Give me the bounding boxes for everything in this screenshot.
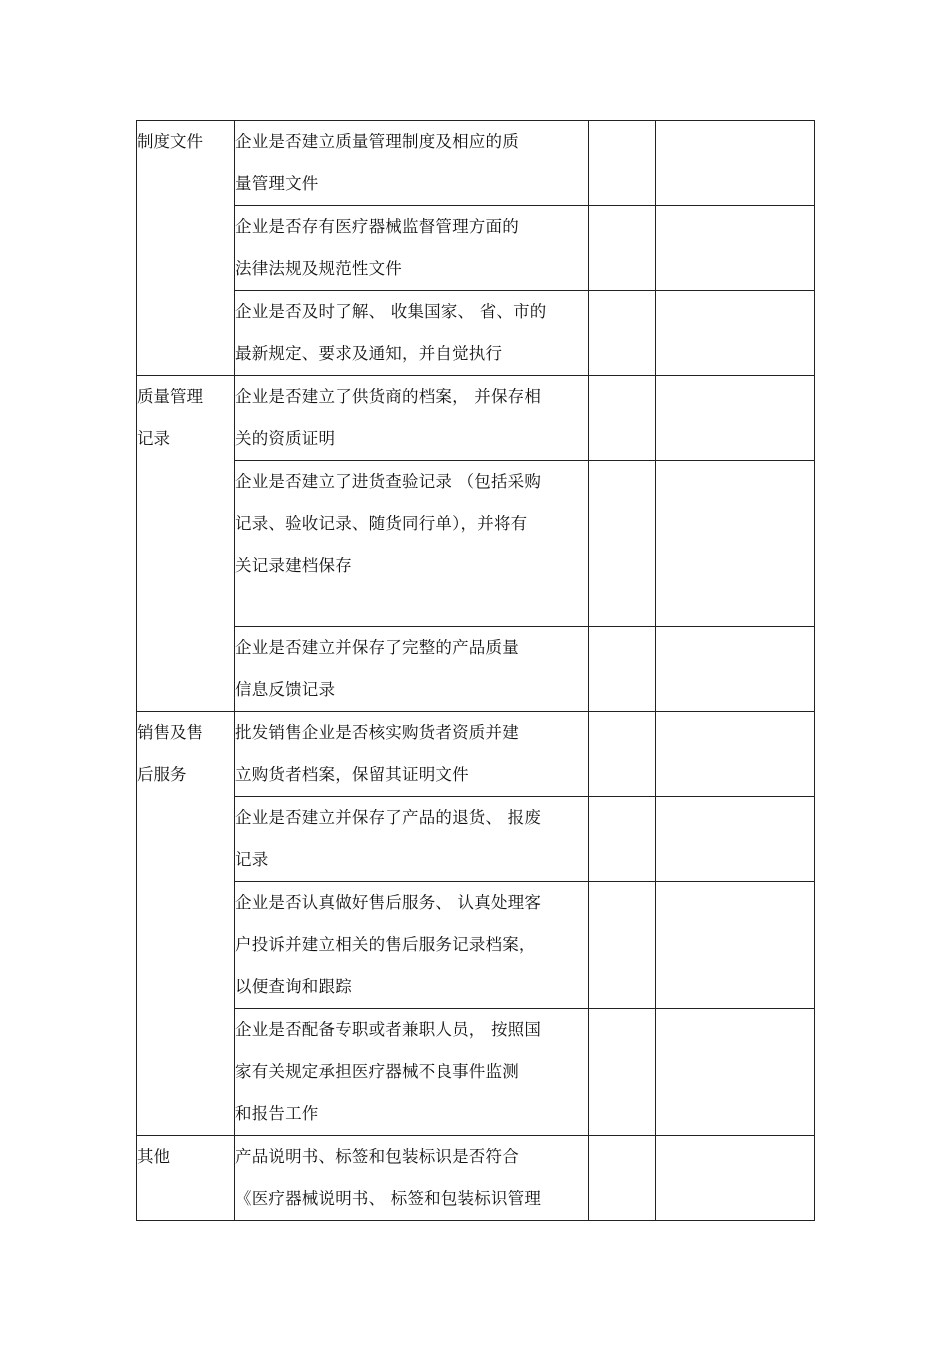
remark-cell[interactable] bbox=[656, 291, 815, 376]
category-label: 质量管理 bbox=[137, 387, 203, 406]
check-item-text: 关的资质证明 bbox=[235, 429, 336, 448]
check-item-text: 最新规定、要求及通知，并自觉执行 bbox=[235, 344, 503, 363]
remark-cell[interactable] bbox=[656, 1136, 815, 1221]
check-item-text: 企业是否建立并保存了完整的产品质量 bbox=[235, 638, 519, 657]
result-cell[interactable] bbox=[589, 627, 656, 712]
table-row bbox=[137, 291, 815, 376]
check-item-cell bbox=[235, 627, 589, 712]
table-row bbox=[137, 121, 815, 206]
result-cell[interactable] bbox=[589, 1009, 656, 1136]
check-item-text: 立购货者档案，保留其证明文件 bbox=[235, 765, 469, 784]
check-item-text: 企业是否及时了解、 收集国家、 省、市的 bbox=[235, 302, 547, 321]
inspection-table bbox=[136, 120, 815, 1221]
table-row bbox=[137, 376, 815, 461]
check-item-cell bbox=[235, 461, 589, 627]
table-row bbox=[137, 1136, 815, 1221]
check-item-cell bbox=[235, 291, 589, 376]
check-item-cell bbox=[235, 797, 589, 882]
result-cell[interactable] bbox=[589, 461, 656, 627]
check-item-cell bbox=[235, 376, 589, 461]
category-label: 其他 bbox=[137, 1147, 170, 1166]
check-item-text: 和报告工作 bbox=[235, 1104, 319, 1123]
check-item-text: 信息反馈记录 bbox=[235, 680, 336, 699]
category-cell bbox=[137, 121, 235, 376]
check-item-text: 企业是否认真做好售后服务、 认真处理客 bbox=[235, 893, 542, 912]
result-cell[interactable] bbox=[589, 712, 656, 797]
check-item-cell bbox=[235, 1136, 589, 1221]
result-cell[interactable] bbox=[589, 1136, 656, 1221]
check-item-text: 产品说明书、标签和包装标识是否符合 bbox=[235, 1147, 519, 1166]
check-item-text: 记录、验收记录、随货同行单），并将有 bbox=[235, 514, 528, 533]
remark-cell[interactable] bbox=[656, 121, 815, 206]
check-item-cell bbox=[235, 712, 589, 797]
remark-cell[interactable] bbox=[656, 627, 815, 712]
category-cell bbox=[137, 1136, 235, 1221]
check-item-text: 量管理文件 bbox=[235, 174, 319, 193]
check-item-cell bbox=[235, 206, 589, 291]
result-cell[interactable] bbox=[589, 882, 656, 1009]
category-label: 制度文件 bbox=[137, 132, 203, 151]
check-item-text: 批发销售企业是否核实购货者资质并建 bbox=[235, 723, 519, 742]
table-row bbox=[137, 461, 815, 627]
category-label: 后服务 bbox=[137, 765, 187, 784]
remark-cell[interactable] bbox=[656, 712, 815, 797]
check-item-text: 企业是否建立并保存了产品的退货、 报废 bbox=[235, 808, 542, 827]
check-item-text: 企业是否建立了进货查验记录 （包括采购 bbox=[235, 472, 542, 491]
remark-cell[interactable] bbox=[656, 461, 815, 627]
check-item-text: 关记录建档保存 bbox=[235, 556, 352, 575]
check-item-cell bbox=[235, 882, 589, 1009]
result-cell[interactable] bbox=[589, 376, 656, 461]
result-cell[interactable] bbox=[589, 797, 656, 882]
remark-cell[interactable] bbox=[656, 882, 815, 1009]
category-cell bbox=[137, 712, 235, 1136]
table-row bbox=[137, 797, 815, 882]
table-row bbox=[137, 882, 815, 1009]
check-item-text: 以便查询和跟踪 bbox=[235, 977, 352, 996]
check-item-text: 户投诉并建立相关的售后服务记录档案， bbox=[235, 935, 536, 954]
check-item-text: 记录 bbox=[235, 850, 269, 869]
table-row bbox=[137, 206, 815, 291]
result-cell[interactable] bbox=[589, 121, 656, 206]
table-row bbox=[137, 1009, 815, 1136]
check-item-text: 家有关规定承担医疗器械不良事件监测 bbox=[235, 1062, 519, 1081]
result-cell[interactable] bbox=[589, 291, 656, 376]
category-label: 记录 bbox=[137, 429, 170, 448]
remark-cell[interactable] bbox=[656, 206, 815, 291]
check-item-text: 企业是否配备专职或者兼职人员， 按照国 bbox=[235, 1020, 542, 1039]
table-row bbox=[137, 627, 815, 712]
remark-cell[interactable] bbox=[656, 376, 815, 461]
check-item-text: 法律法规及规范性文件 bbox=[235, 259, 402, 278]
remark-cell[interactable] bbox=[656, 797, 815, 882]
remark-cell[interactable] bbox=[656, 1009, 815, 1136]
category-cell bbox=[137, 376, 235, 712]
check-item-cell bbox=[235, 1009, 589, 1136]
inspection-table-body bbox=[137, 121, 815, 1221]
result-cell[interactable] bbox=[589, 206, 656, 291]
table-row bbox=[137, 712, 815, 797]
check-item-text: 企业是否建立质量管理制度及相应的质 bbox=[235, 132, 519, 151]
category-label: 销售及售 bbox=[137, 723, 203, 742]
check-item-cell bbox=[235, 121, 589, 206]
check-item-text: 《医疗器械说明书、 标签和包装标识管理 bbox=[235, 1189, 542, 1208]
check-item-text: 企业是否存有医疗器械监督管理方面的 bbox=[235, 217, 519, 236]
check-item-text: 企业是否建立了供货商的档案， 并保存相 bbox=[235, 387, 542, 406]
